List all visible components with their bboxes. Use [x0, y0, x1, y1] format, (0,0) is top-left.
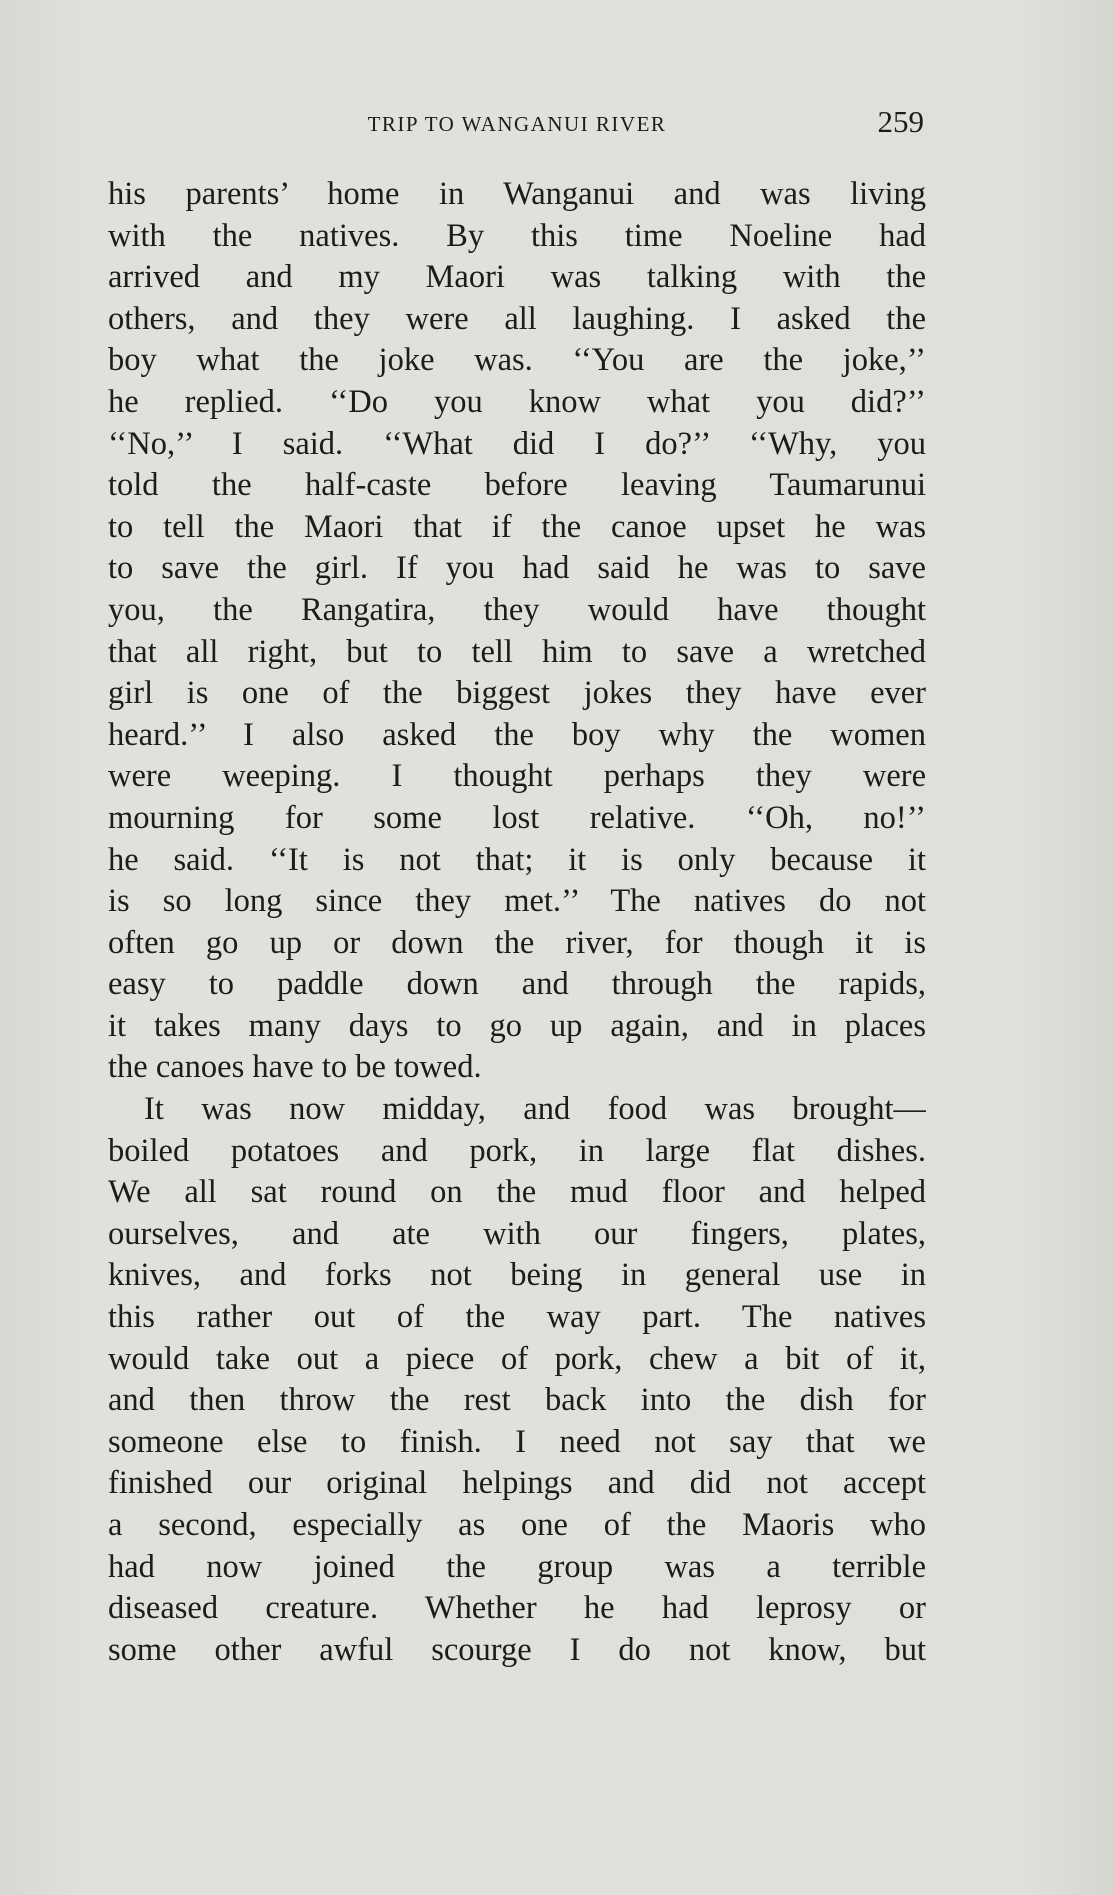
text-line: it takes many days to go up again, and in places	[108, 1007, 926, 1044]
text-line: his parents’ home in Wanganui and was living	[108, 176, 926, 212]
paragraph-start-line: It was now midday, and food was brought—	[144, 1091, 926, 1128]
text-line: would take out a piece of pork, chew a bit of it,	[108, 1340, 926, 1377]
text-line: with the natives. By this time Noeline had	[108, 217, 926, 254]
text-line: told the half-caste before leaving Taumarunui	[108, 467, 926, 504]
text-line: that all right, but to tell him to save a wretched	[108, 633, 926, 670]
text-line: a second, especially as one of the Maoris who	[108, 1507, 926, 1543]
running-head	[108, 100, 926, 140]
text-line: girl is one of the biggest jokes they have ever	[108, 675, 926, 712]
text-line: diseased creature. Whether he had leprosy or	[108, 1590, 926, 1627]
text-line: ‘‘No,’’ I said. ‘‘What did I do?’’ ‘‘Why, you	[108, 425, 926, 462]
text-line: heard.’’ I also asked the boy why the women	[108, 716, 926, 753]
paragraph-end-line: the canoes have to be towed.	[108, 1049, 482, 1086]
text-line: often go up or down the river, for though it is	[108, 924, 926, 961]
text-line: and then throw the rest back into the dish for	[108, 1382, 926, 1419]
text-line: were weeping. I thought perhaps they were	[108, 758, 926, 795]
text-line: finished our original helpings and did not accept	[108, 1465, 926, 1502]
text-line: We all sat round on the mud floor and helped	[108, 1174, 926, 1211]
text-line: had now joined the group was a terrible	[108, 1548, 926, 1585]
text-line: to save the girl. If you had said he was to save	[108, 550, 926, 587]
text-line: arrived and my Maori was talking with the	[108, 259, 926, 296]
text-line: someone else to finish. I need not say that we	[108, 1423, 926, 1460]
text-line: boy what the joke was. ‘‘You are the joke,’’	[108, 342, 926, 379]
body-text	[108, 174, 926, 1671]
text-line: he said. ‘‘It is not that; it is only because it	[108, 841, 926, 878]
page-number: 259	[877, 104, 924, 139]
text-line: you, the Rangatira, they would have thought	[108, 591, 926, 628]
text-line: boiled potatoes and pork, in large flat dishes.	[108, 1132, 926, 1169]
text-line: others, and they were all laughing. I asked the	[108, 300, 926, 337]
running-title: TRIP TO WANGANUI RIVER	[367, 112, 667, 136]
text-line: this rather out of the way part. The natives	[108, 1299, 926, 1336]
text-line: knives, and forks not being in general use in	[108, 1257, 926, 1294]
text-line: some other awful scourge I do not know, but	[108, 1631, 926, 1668]
text-line: ourselves, and ate with our fingers, plates,	[108, 1215, 926, 1252]
text-line: easy to paddle down and through the rapids,	[108, 966, 926, 1003]
text-line: he replied. ‘‘Do you know what you did?’’	[108, 383, 926, 420]
text-line: mourning for some lost relative. ‘‘Oh, no!’’	[108, 799, 926, 836]
text-line: is so long since they met.’’ The natives do not	[108, 883, 926, 920]
text-line: to tell the Maori that if the canoe upset he was	[108, 508, 926, 545]
